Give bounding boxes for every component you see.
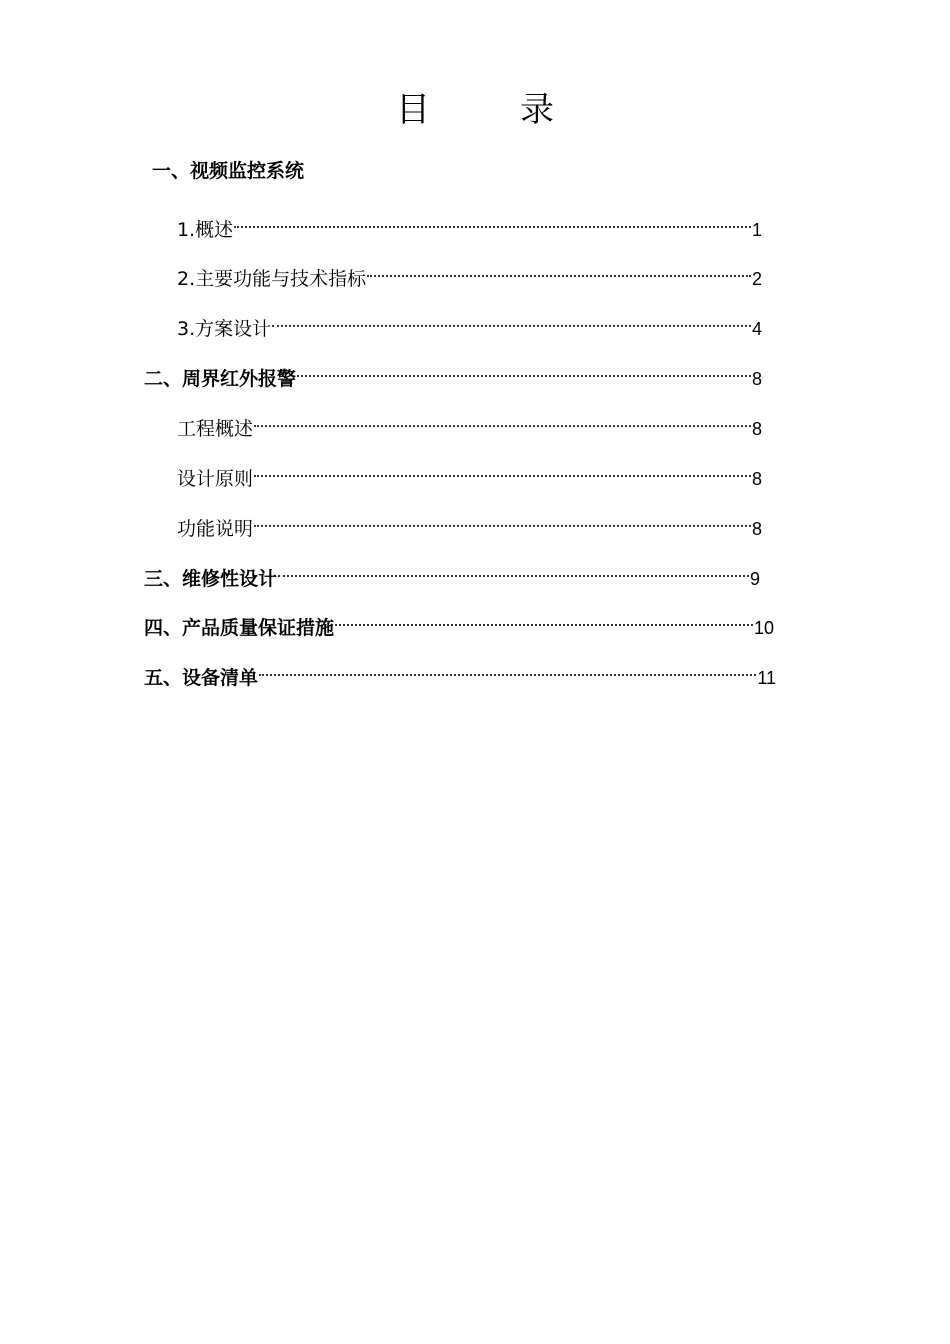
toc-entry-page: 2 [751, 269, 762, 289]
dot-leader [259, 654, 756, 684]
toc-entry-section-2[interactable] [144, 355, 762, 390]
dot-leader [254, 405, 751, 435]
toc-entry-page: 8 [751, 469, 762, 489]
toc-entry-label: 三、维修性设计 [144, 568, 278, 590]
dot-leader [254, 505, 751, 535]
toc-entry-page: 9 [749, 569, 760, 589]
toc-entry-section-4[interactable] [144, 604, 774, 639]
toc-entry-section-5[interactable] [144, 654, 776, 689]
toc-entry-label: 2.主要功能与技术指标 [177, 268, 367, 290]
dot-leader [278, 555, 749, 585]
toc-entry-label: 设计原则 [177, 468, 254, 490]
toc-entry-page: 8 [751, 519, 762, 539]
toc-entry-scheme-design[interactable] [177, 305, 762, 340]
toc-entry-page: 11 [757, 668, 776, 688]
toc-entry-function-description[interactable] [177, 505, 762, 540]
toc-title: 目 录 [396, 90, 582, 130]
toc-entry-design-principles[interactable] [177, 455, 762, 490]
toc-entry-page: 8 [751, 419, 762, 439]
toc-entry-label: 3.方案设计 [177, 318, 272, 340]
toc-entry-section-3[interactable] [144, 555, 760, 590]
toc-entry-page: 1 [751, 220, 762, 240]
toc-entry-functions[interactable] [177, 255, 762, 290]
toc-entry-page: 4 [751, 319, 762, 339]
toc-entry-project-overview[interactable] [177, 405, 762, 440]
dot-leader [234, 206, 751, 236]
toc-entry-page: 10 [753, 618, 774, 638]
toc-entry-overview[interactable] [177, 206, 762, 241]
toc-entry-label: 一、视频监控系统 [152, 160, 305, 182]
dot-leader [335, 604, 753, 634]
toc-entry-label: 五、设备清单 [144, 667, 259, 689]
dot-leader [297, 355, 751, 385]
dot-leader [272, 305, 751, 335]
toc-entry-page: 8 [751, 369, 762, 389]
toc-entry-label: 四、产品质量保证措施 [144, 617, 335, 639]
toc-entry-label: 工程概述 [177, 418, 254, 440]
dot-leader [367, 255, 751, 285]
toc-entry-section-1[interactable] [152, 156, 304, 186]
toc-entry-label: 二、周界红外报警 [144, 368, 297, 390]
dot-leader [254, 455, 751, 485]
toc-entry-label: 功能说明 [177, 518, 254, 540]
toc-entry-label: 1.概述 [177, 219, 234, 241]
